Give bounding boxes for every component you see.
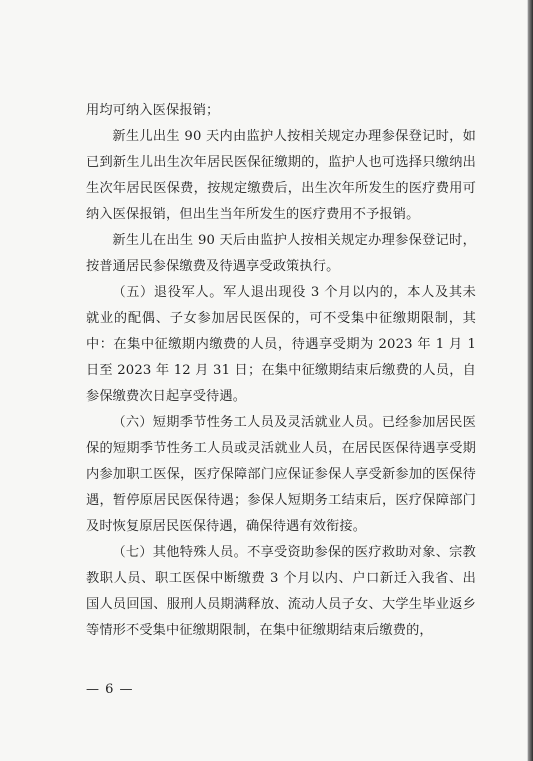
paragraph-newborn-after-90-days: 新生儿在出生 90 天后由监护人按相关规定办理参保登记时，按普通居民参保缴费及待遇享受政策执行。 <box>86 233 476 274</box>
paragraph-veterans: （五）退役军人。军人退出现役 3 个月以内的，本人及其未就业的配偶、子女参加居民医保的，可不受集中征缴期限制，其中：在集中征缴期内缴费的人员，待遇享受期为 2023 年 1 月 1 日至 2023 年 12 月 31 日；在集中征缴期结束后缴费的人员，自参保缴费次日起享受待遇。 <box>86 285 476 404</box>
scan-edge-shadow <box>528 0 533 761</box>
paragraph-other-special-personnel: （七）其他特殊人员。不享受资助参保的医疗救助对象、宗教教职人员、职工医保中断缴费 3 个月以内、户口新迁入我省、出国人员回国、服刑人员期满释放、流动人员子女、大学生毕业返乡等情形不受集中征缴期限制，在集中征缴期结束后缴费的， <box>86 545 476 638</box>
paragraph-continuation: 用均可纳入医保报销； <box>86 103 220 118</box>
document-body <box>86 98 476 644</box>
paragraph-newborn-within-90-days: 新生儿出生 90 天内由监护人按相关规定办理参保登记时，如已到新生儿出生次年居民医保征缴期的，监护人也可选择只缴纳出生次年居民医保费，按规定缴费后，出生次年所发生的医疗费用可纳入医保报销，但出生当年所发生的医疗费用不予报销。 <box>86 129 476 222</box>
page-number: — 6 — <box>86 682 134 697</box>
paragraph-seasonal-workers: （六）短期季节性务工人员及灵活就业人员。已经参加居民医保的短期季节性务工人员或灵活就业人员，在居民医保待遇享受期内参加职工医保，医疗保障部门应保证参保人享受新参加的医保待遇，暂停原居民医保待遇；参保人短期务工结束后，医疗保障部门及时恢复原居民医保待遇，确保待遇有效衔接。 <box>86 415 476 534</box>
